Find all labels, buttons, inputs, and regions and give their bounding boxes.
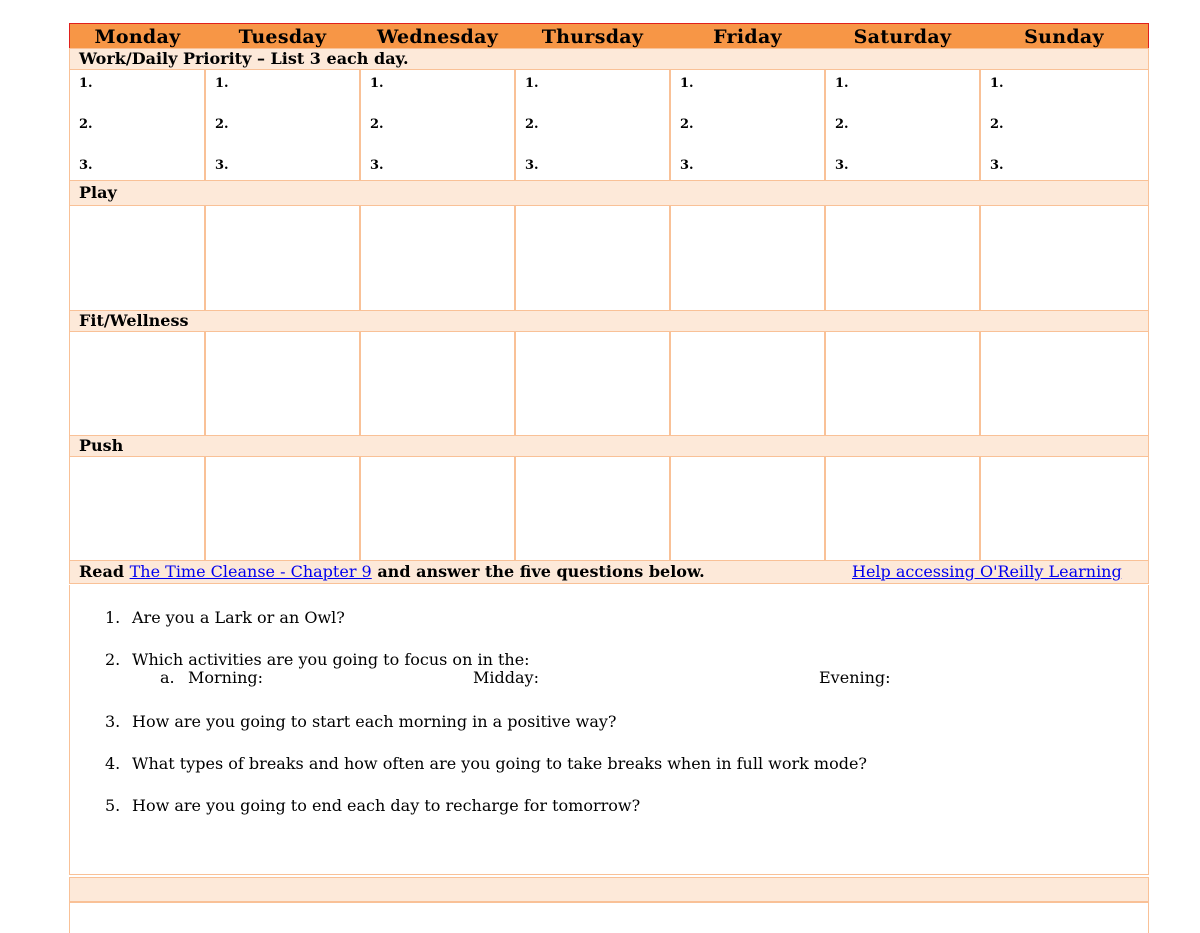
fitness-cell-friday[interactable] xyxy=(671,332,826,435)
play-band xyxy=(69,180,1149,206)
play-cell-monday[interactable] xyxy=(70,206,206,310)
play-label: Play xyxy=(79,183,117,202)
priority-num-3: 3. xyxy=(215,158,229,173)
fitness-cell-sunday[interactable] xyxy=(981,332,1147,435)
play-cell-sunday[interactable] xyxy=(981,206,1147,310)
day-monday: Monday xyxy=(94,26,181,48)
priority-num-1: 1. xyxy=(990,76,1004,91)
day-sunday: Sunday xyxy=(1024,26,1104,48)
question-4 xyxy=(105,754,867,773)
question-1 xyxy=(105,608,345,627)
priority-num-1: 1. xyxy=(370,76,384,91)
bottom-row xyxy=(69,902,1149,933)
question-number: 1. xyxy=(105,608,121,627)
reading-line xyxy=(79,561,705,583)
question-text: What types of breaks and how often are you going to take breaks when in full work mode? xyxy=(132,754,867,773)
priority-num-3: 3. xyxy=(79,158,93,173)
push-cell-monday[interactable] xyxy=(70,457,206,560)
bottom-band xyxy=(69,877,1149,902)
help-link[interactable]: Help accessing O'Reilly Learning xyxy=(852,562,1122,581)
priority-row xyxy=(69,70,1149,180)
priority-label: Work/Daily Priority – List 3 each day. xyxy=(79,49,409,68)
priority-num-3: 3. xyxy=(680,158,694,173)
priority-num-2: 2. xyxy=(215,117,229,132)
priority-cell-wednesday[interactable] xyxy=(361,70,516,180)
fitness-band xyxy=(69,310,1149,332)
push-row xyxy=(69,457,1149,560)
play-cell-wednesday[interactable] xyxy=(361,206,516,310)
priority-cell-friday[interactable] xyxy=(671,70,826,180)
question-number: 3. xyxy=(105,712,121,731)
priority-cell-thursday[interactable] xyxy=(516,70,671,180)
fitness-row xyxy=(69,332,1149,435)
question-text: How are you going to start each morning in a positive way? xyxy=(132,712,617,731)
priority-cell-saturday[interactable] xyxy=(826,70,981,180)
day-tuesday: Tuesday xyxy=(238,26,327,48)
priority-band xyxy=(69,48,1149,70)
push-cell-thursday[interactable] xyxy=(516,457,671,560)
priority-cell-tuesday[interactable] xyxy=(206,70,361,180)
morning-label: Morning: xyxy=(188,668,264,687)
play-cell-friday[interactable] xyxy=(671,206,826,310)
question-5 xyxy=(105,796,640,815)
sub-letter: a. xyxy=(160,668,175,687)
push-band xyxy=(69,435,1149,457)
priority-cell-sunday[interactable] xyxy=(981,70,1147,180)
priority-num-1: 1. xyxy=(680,76,694,91)
priority-num-3: 3. xyxy=(835,158,849,173)
priority-num-1: 1. xyxy=(79,76,93,91)
play-row xyxy=(69,206,1149,310)
question-number: 5. xyxy=(105,796,121,815)
priority-num-2: 2. xyxy=(525,117,539,132)
question-text: Which activities are you going to focus on in the: xyxy=(132,650,530,669)
fitness-cell-thursday[interactable] xyxy=(516,332,671,435)
fitness-cell-wednesday[interactable] xyxy=(361,332,516,435)
fitness-cell-tuesday[interactable] xyxy=(206,332,361,435)
priority-num-2: 2. xyxy=(680,117,694,132)
priority-num-2: 2. xyxy=(835,117,849,132)
priority-num-2: 2. xyxy=(370,117,384,132)
question-text: How are you going to end each day to recharge for tomorrow? xyxy=(132,796,641,815)
play-cell-thursday[interactable] xyxy=(516,206,671,310)
play-cell-tuesday[interactable] xyxy=(206,206,361,310)
priority-num-3: 3. xyxy=(370,158,384,173)
priority-num-3: 3. xyxy=(990,158,1004,173)
push-cell-tuesday[interactable] xyxy=(206,457,361,560)
day-wednesday: Wednesday xyxy=(376,26,499,48)
evening-label: Evening: xyxy=(819,668,891,687)
priority-num-1: 1. xyxy=(215,76,229,91)
fitness-cell-saturday[interactable] xyxy=(826,332,981,435)
reading-prefix: Read xyxy=(79,562,125,581)
fitness-label: Fit/Wellness xyxy=(79,311,189,330)
day-thursday: Thursday xyxy=(541,26,644,48)
question-number: 2. xyxy=(105,650,121,669)
question-number: 4. xyxy=(105,754,121,773)
priority-num-2: 2. xyxy=(79,117,93,132)
push-cell-sunday[interactable] xyxy=(981,457,1147,560)
question-2 xyxy=(105,650,530,669)
push-cell-saturday[interactable] xyxy=(826,457,981,560)
chapter-link[interactable]: The Time Cleanse - Chapter 9 xyxy=(129,562,372,581)
priority-num-1: 1. xyxy=(525,76,539,91)
reading-suffix: and answer the five questions below. xyxy=(377,562,705,581)
fitness-cell-monday[interactable] xyxy=(70,332,206,435)
reading-band xyxy=(69,560,1149,584)
day-header-row xyxy=(69,23,1149,49)
push-cell-wednesday[interactable] xyxy=(361,457,516,560)
push-label: Push xyxy=(79,436,124,455)
priority-num-1: 1. xyxy=(835,76,849,91)
play-cell-saturday[interactable] xyxy=(826,206,981,310)
priority-num-2: 2. xyxy=(990,117,1004,132)
push-cell-friday[interactable] xyxy=(671,457,826,560)
question-text: Are you a Lark or an Owl? xyxy=(132,608,345,627)
priority-num-3: 3. xyxy=(525,158,539,173)
day-friday: Friday xyxy=(713,26,782,48)
day-saturday: Saturday xyxy=(853,26,952,48)
question-3 xyxy=(105,712,616,731)
priority-cell-monday[interactable] xyxy=(70,70,206,180)
midday-label: Midday: xyxy=(473,668,539,687)
